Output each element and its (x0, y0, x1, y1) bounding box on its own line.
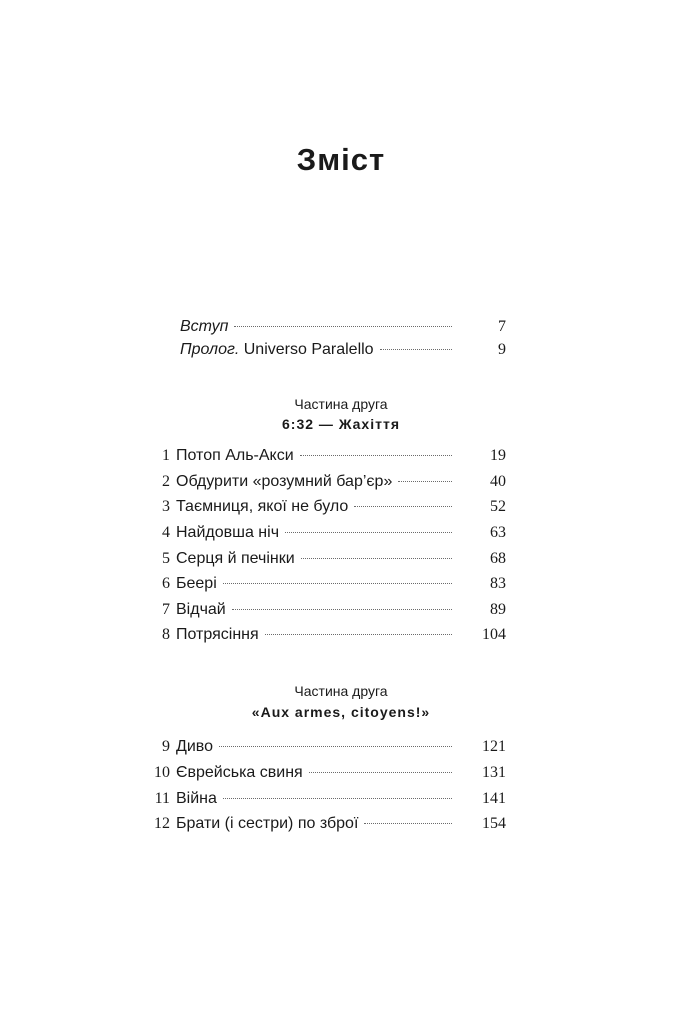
toc-entry[interactable] (150, 447, 506, 471)
toc-entry[interactable] (150, 626, 506, 650)
toc-chapter-number: 8 (162, 626, 170, 643)
toc-entry[interactable] (150, 473, 506, 497)
toc-entry-title: Єврейська свиня (176, 764, 303, 781)
toc-chapter-number: 6 (162, 575, 170, 592)
toc-entry-title: Потрясіння (176, 626, 259, 643)
toc-page-number: 7 (498, 318, 506, 335)
toc-entry[interactable] (150, 550, 506, 574)
toc-chapter-number: 7 (162, 601, 170, 618)
toc-chapter-number: 1 (162, 447, 170, 464)
dot-leader (232, 609, 452, 610)
toc-entry-title: Диво (176, 738, 213, 755)
toc-page-number: 19 (490, 447, 506, 464)
dot-leader (354, 506, 452, 507)
dot-leader (301, 558, 452, 559)
toc-entry-title: Потоп Аль-Акси (176, 447, 294, 464)
toc-entry[interactable] (150, 601, 506, 625)
toc-page-number: 131 (482, 764, 506, 781)
toc-chapter-number: 10 (154, 764, 170, 781)
dot-leader (223, 798, 452, 799)
toc-entry-title: Брати (і сестри) по зброї (176, 815, 359, 832)
toc-chapter-number: 9 (162, 738, 170, 755)
page-title: Зміст (296, 142, 386, 177)
toc-entry-title: Відчай (176, 601, 226, 618)
toc-page-number: 121 (482, 738, 506, 755)
toc-page-number: 9 (498, 341, 506, 358)
toc-page-number: 40 (490, 473, 506, 490)
part-title: «Aux armes, citoyens!» (251, 704, 431, 720)
toc-entry[interactable] (150, 790, 506, 814)
dot-leader (380, 349, 452, 350)
toc-entry[interactable] (150, 815, 506, 839)
toc-entry-title: Війна (176, 790, 217, 807)
toc-entry-prologue[interactable] (150, 341, 506, 365)
dot-leader (223, 583, 452, 584)
toc-chapter-number: 5 (162, 550, 170, 567)
toc-chapter-number: 3 (162, 498, 170, 515)
toc-entry[interactable] (150, 524, 506, 548)
dot-leader (219, 746, 452, 747)
toc-chapter-number: 2 (162, 473, 170, 490)
dot-leader (265, 634, 452, 635)
toc-page-number: 68 (490, 550, 506, 567)
dot-leader (234, 326, 452, 327)
toc-entry-title (180, 341, 374, 359)
toc-entry-title: Таємниця, якої не було (176, 498, 349, 515)
dot-leader (285, 532, 452, 533)
dot-leader (364, 823, 452, 824)
toc-chapter-number: 4 (162, 524, 170, 541)
toc-chapter-number: 12 (154, 815, 170, 832)
part-title: 6:32 — Жахіття (282, 416, 400, 432)
dot-leader (398, 481, 452, 482)
toc-entry-title-italic: Пролог. (180, 341, 240, 358)
dot-leader (300, 455, 452, 456)
toc-entry[interactable] (150, 575, 506, 599)
toc-page-number: 104 (482, 626, 506, 643)
toc-entry[interactable] (150, 498, 506, 522)
toc-entry-title: Серця й печінки (176, 550, 295, 567)
part-label: Частина друга (294, 396, 388, 412)
toc-entry-title: Беері (176, 575, 217, 592)
toc-entry-title: Найдовша ніч (176, 524, 280, 541)
toc-page-number: 141 (482, 790, 506, 807)
toc-page-number: 63 (490, 524, 506, 541)
toc-entry-intro[interactable] (150, 318, 506, 342)
toc-page-number: 52 (490, 498, 506, 515)
toc-entry[interactable] (150, 764, 506, 788)
part-label: Частина друга (294, 683, 388, 699)
toc-page-number: 154 (482, 815, 506, 832)
dot-leader (309, 772, 452, 773)
toc-page-number: 89 (490, 601, 506, 618)
toc-page-number: 83 (490, 575, 506, 592)
toc-entry-title-italic: Вступ (180, 318, 229, 335)
toc-chapter-number: 11 (154, 790, 170, 807)
toc-entry-title (180, 318, 228, 336)
toc-entry-title: Обдурити «розумний бар’єр» (176, 473, 393, 490)
toc-entry[interactable] (150, 738, 506, 762)
toc-entry-title-rest: Universo Paralello (239, 341, 374, 358)
